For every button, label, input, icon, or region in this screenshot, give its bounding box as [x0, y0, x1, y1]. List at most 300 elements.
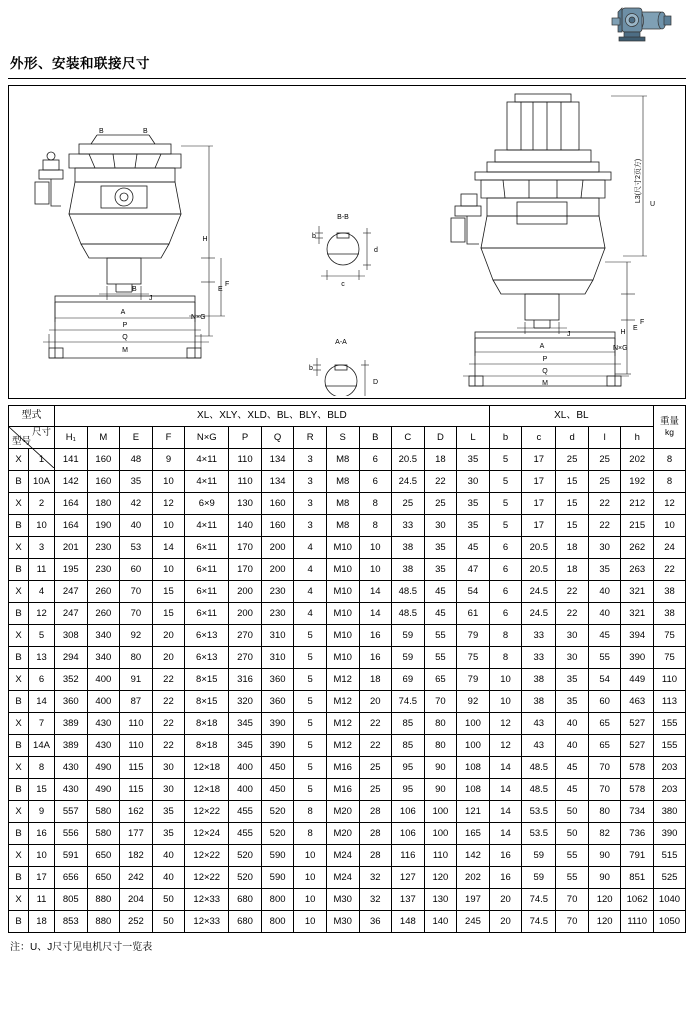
cell-value: 230 [261, 603, 294, 625]
cell-value: M20 [326, 823, 359, 845]
cell-value: 200 [229, 603, 262, 625]
cell-value: 50 [556, 823, 589, 845]
cell-value: 578 [621, 779, 654, 801]
cell-type-prefix: B [9, 559, 29, 581]
cell-value: 321 [621, 581, 654, 603]
table-row [9, 823, 686, 845]
cell-value: 160 [261, 493, 294, 515]
cell-value: 40 [588, 581, 621, 603]
dimension-table [8, 405, 686, 933]
cell-value: 24.5 [522, 581, 556, 603]
table-row [9, 603, 686, 625]
svg-text:H: H [620, 329, 626, 336]
cell-value: 87 [120, 691, 153, 713]
cell-value: 430 [55, 757, 88, 779]
cell-weight: 12 [654, 493, 686, 515]
cell-value: 47 [457, 559, 490, 581]
cell-value: 25 [392, 493, 425, 515]
cell-value: 734 [621, 801, 654, 823]
cell-value: 394 [621, 625, 654, 647]
cell-value: 6 [489, 603, 522, 625]
cell-weight: 525 [654, 867, 686, 889]
cell-value: 736 [621, 823, 654, 845]
svg-text:P: P [542, 356, 548, 363]
cell-value: 80 [424, 713, 457, 735]
cell-value: M8 [326, 493, 359, 515]
cell-value: 40 [152, 845, 185, 867]
cell-value: 53 [120, 537, 153, 559]
cell-type-prefix: B [9, 823, 29, 845]
cell-value: 389 [55, 713, 88, 735]
table-row [9, 845, 686, 867]
cell-value: 430 [87, 735, 120, 757]
cell-value: 12 [489, 713, 522, 735]
cell-value: 38 [522, 691, 556, 713]
cell-model-size: 10A [29, 471, 55, 493]
cell-value: 590 [261, 845, 294, 867]
cell-value: 8×18 [185, 713, 229, 735]
table-row [9, 471, 686, 493]
cell-model-size: 1 [29, 449, 55, 471]
svg-text:J: J [567, 331, 571, 338]
cell-type-prefix: B [9, 779, 29, 801]
cell-model-size: 3 [29, 537, 55, 559]
cell-weight: 75 [654, 625, 686, 647]
cell-value: 450 [261, 779, 294, 801]
cell-value: M12 [326, 691, 359, 713]
col-header-m: M [87, 427, 120, 449]
cell-value: 36 [359, 911, 392, 933]
cell-value: 70 [556, 889, 589, 911]
table-row [9, 449, 686, 471]
cell-value: 6×11 [185, 559, 229, 581]
cell-weight: 515 [654, 845, 686, 867]
cell-value: 90 [588, 845, 621, 867]
cell-value: 490 [87, 779, 120, 801]
cell-value: 18 [359, 669, 392, 691]
cell-value: 95 [392, 757, 425, 779]
cell-value: M30 [326, 889, 359, 911]
cell-value: 12×22 [185, 801, 229, 823]
svg-text:Q: Q [122, 334, 128, 341]
cell-value: 6 [359, 471, 392, 493]
cell-value: 10 [294, 911, 327, 933]
cell-value: 8 [294, 801, 327, 823]
cell-type-prefix: X [9, 801, 29, 823]
col-header-l: L [457, 427, 490, 449]
cell-weight: 22 [654, 559, 686, 581]
cell-value: 800 [261, 911, 294, 933]
gear-motor-icon [610, 2, 676, 46]
cell-value: 100 [457, 713, 490, 735]
cell-value: 853 [55, 911, 88, 933]
svg-text:A: A [539, 343, 545, 350]
cell-value: 14 [152, 537, 185, 559]
table-row [9, 493, 686, 515]
col-header-l-small: l [588, 427, 621, 449]
cell-value: 91 [120, 669, 153, 691]
svg-text:H: H [202, 236, 208, 243]
cell-value: 80 [588, 801, 621, 823]
col-header-c-small: c [522, 427, 556, 449]
cell-value: 880 [87, 889, 120, 911]
cell-value: 791 [621, 845, 654, 867]
cell-value: M8 [326, 471, 359, 493]
cell-value: 294 [55, 647, 88, 669]
cell-value: 48.5 [522, 779, 556, 801]
svg-text:P: P [122, 322, 128, 329]
cell-value: 5 [489, 449, 522, 471]
cell-value: 42 [120, 493, 153, 515]
cell-value: 45 [556, 757, 589, 779]
cell-value: 35 [457, 515, 490, 537]
cell-value: 22 [556, 603, 589, 625]
cell-value: 5 [294, 713, 327, 735]
cell-model-size: 14 [29, 691, 55, 713]
cell-value: 30 [152, 779, 185, 801]
cell-value: 851 [621, 867, 654, 889]
cell-value: 142 [55, 471, 88, 493]
cell-value: 92 [457, 691, 490, 713]
cell-value: M8 [326, 449, 359, 471]
cell-value: 8×18 [185, 735, 229, 757]
cell-value: 6×13 [185, 647, 229, 669]
cell-value: 20 [489, 889, 522, 911]
svg-text:F: F [640, 319, 645, 326]
cell-value: 3 [294, 493, 327, 515]
cell-value: M24 [326, 845, 359, 867]
cell-value: 345 [229, 713, 262, 735]
cell-value: 680 [229, 889, 262, 911]
col-header-d: D [424, 427, 457, 449]
cell-value: 310 [261, 625, 294, 647]
cell-value: 5 [489, 471, 522, 493]
cell-type-prefix: B [9, 471, 29, 493]
cell-value: 38 [392, 537, 425, 559]
cell-model-size: 6 [29, 669, 55, 691]
cell-value: 177 [120, 823, 153, 845]
col-header-h-small: h [621, 427, 654, 449]
cell-value: M16 [326, 779, 359, 801]
cell-weight: 380 [654, 801, 686, 823]
table-row [9, 801, 686, 823]
cell-value: 127 [392, 867, 425, 889]
cell-value: 10 [359, 537, 392, 559]
cell-value: 5 [294, 735, 327, 757]
cell-value: 16 [489, 867, 522, 889]
cell-value: 10 [294, 889, 327, 911]
cell-value: 30 [588, 537, 621, 559]
cell-value: 6×9 [185, 493, 229, 515]
cell-value: 400 [87, 691, 120, 713]
cell-type-prefix: X [9, 537, 29, 559]
cell-model-size: 9 [29, 801, 55, 823]
cell-value: 61 [457, 603, 490, 625]
cell-value: 197 [457, 889, 490, 911]
cell-value: 33 [392, 515, 425, 537]
cell-value: 17 [522, 515, 556, 537]
cell-model-size: 7 [29, 713, 55, 735]
cell-value: 20.5 [392, 449, 425, 471]
cell-value: 55 [424, 625, 457, 647]
cell-value: 120 [588, 911, 621, 933]
svg-text:A: A [120, 309, 126, 316]
cell-value: 108 [457, 779, 490, 801]
cell-value: 134 [261, 449, 294, 471]
cell-value: 430 [87, 713, 120, 735]
cell-model-size: 12 [29, 603, 55, 625]
cell-value: M24 [326, 867, 359, 889]
cell-value: 260 [87, 581, 120, 603]
cell-value: 520 [261, 801, 294, 823]
cell-value: 45 [424, 603, 457, 625]
group-header-series-a: XL、XLY、XLD、BL、BLY、BLD [55, 406, 490, 427]
cell-weight: 38 [654, 603, 686, 625]
svg-text:d: d [374, 247, 378, 254]
table-row [9, 625, 686, 647]
cell-value: 6×11 [185, 581, 229, 603]
table-row [9, 515, 686, 537]
cell-value: 352 [55, 669, 88, 691]
cell-value: 54 [588, 669, 621, 691]
cell-value: 55 [556, 867, 589, 889]
table-row [9, 889, 686, 911]
cell-value: 5 [294, 757, 327, 779]
col-header-p: P [229, 427, 262, 449]
cell-value: M30 [326, 911, 359, 933]
cell-value: 20 [359, 691, 392, 713]
cell-value: 25 [359, 757, 392, 779]
cell-value: 6×11 [185, 603, 229, 625]
cell-value: 141 [55, 449, 88, 471]
table-column-header-row [9, 427, 686, 449]
cell-value: 45 [588, 625, 621, 647]
col-header-s: S [326, 427, 359, 449]
cell-value: 360 [261, 691, 294, 713]
col-header-h1: H₁ [55, 427, 88, 449]
cell-value: 390 [621, 647, 654, 669]
cell-value: 6×13 [185, 625, 229, 647]
cell-value: 5 [489, 515, 522, 537]
cell-value: 59 [392, 647, 425, 669]
col-header-c: C [392, 427, 425, 449]
cell-value: 527 [621, 713, 654, 735]
cell-value: 130 [424, 889, 457, 911]
cell-value: 54 [457, 581, 490, 603]
cell-value: 10 [152, 559, 185, 581]
cell-value: M10 [326, 581, 359, 603]
cell-type-prefix: B [9, 691, 29, 713]
cell-value: 100 [457, 735, 490, 757]
cell-value: 245 [457, 911, 490, 933]
cell-value: 450 [261, 757, 294, 779]
cell-value: 25 [588, 449, 621, 471]
table-group-header-row [9, 406, 686, 427]
cell-value: 10 [294, 845, 327, 867]
cell-value: 24.5 [392, 471, 425, 493]
cell-model-size: 11 [29, 559, 55, 581]
table-row [9, 537, 686, 559]
cell-value: 70 [120, 581, 153, 603]
cell-value: 40 [556, 735, 589, 757]
cell-value: 247 [55, 581, 88, 603]
svg-text:B: B [99, 128, 104, 135]
cell-weight: 203 [654, 779, 686, 801]
cell-value: 5 [294, 691, 327, 713]
corner-label-dimension: 尺寸 [31, 427, 51, 438]
group-header-series-b: XL、BL [489, 406, 653, 427]
svg-text:E: E [218, 286, 223, 293]
cell-value: 262 [621, 537, 654, 559]
cell-value: 20 [152, 625, 185, 647]
col-header-d-small: d [556, 427, 589, 449]
cell-value: 4 [294, 537, 327, 559]
cell-value: 30 [556, 647, 589, 669]
table-row [9, 735, 686, 757]
svg-text:J: J [149, 295, 153, 302]
cell-model-size: 18 [29, 911, 55, 933]
cell-value: 15 [556, 493, 589, 515]
cell-value: 270 [229, 625, 262, 647]
table-row [9, 691, 686, 713]
cell-value: 74.5 [522, 911, 556, 933]
cell-value: 55 [556, 845, 589, 867]
cell-model-size: 16 [29, 823, 55, 845]
cell-value: 16 [359, 625, 392, 647]
cell-value: 5 [294, 669, 327, 691]
cell-value: 110 [424, 845, 457, 867]
svg-text:B: B [143, 128, 148, 135]
cell-value: 80 [120, 647, 153, 669]
cell-value: 520 [261, 823, 294, 845]
cell-value: 45 [556, 779, 589, 801]
cell-value: 48 [120, 449, 153, 471]
cell-value: 230 [87, 559, 120, 581]
col-header-e: E [120, 427, 153, 449]
cell-value: 24.5 [522, 603, 556, 625]
cell-value: 43 [522, 735, 556, 757]
cell-value: 160 [87, 449, 120, 471]
cell-value: 85 [392, 735, 425, 757]
cell-value: 70 [588, 757, 621, 779]
cell-value: 10 [294, 867, 327, 889]
cell-type-prefix: X [9, 581, 29, 603]
cell-value: 164 [55, 493, 88, 515]
cell-value: 40 [120, 515, 153, 537]
cell-value: 316 [229, 669, 262, 691]
cell-value: 70 [424, 691, 457, 713]
cell-value: 15 [152, 603, 185, 625]
cell-value: 115 [120, 757, 153, 779]
title-divider [8, 78, 686, 79]
cell-value: 170 [229, 559, 262, 581]
weight-header-line1: 重量 [659, 416, 679, 428]
cell-value: 148 [392, 911, 425, 933]
table-row [9, 779, 686, 801]
cell-value: 74.5 [392, 691, 425, 713]
cell-value: 50 [152, 889, 185, 911]
cell-value: 360 [55, 691, 88, 713]
cell-model-size: 11 [29, 889, 55, 911]
cell-value: 4×11 [185, 471, 229, 493]
cell-value: 30 [457, 471, 490, 493]
cell-value: 580 [87, 823, 120, 845]
cell-weight: 155 [654, 735, 686, 757]
cell-value: 28 [359, 823, 392, 845]
cell-value: 390 [261, 735, 294, 757]
cell-value: 8×15 [185, 669, 229, 691]
cell-value: 53.5 [522, 823, 556, 845]
cell-value: 110 [120, 735, 153, 757]
cell-type-prefix: B [9, 647, 29, 669]
cell-value: 35 [556, 691, 589, 713]
cell-value: 48.5 [392, 603, 425, 625]
cell-model-size: 15 [29, 779, 55, 801]
cell-value: 204 [120, 889, 153, 911]
svg-text:Q: Q [542, 368, 548, 375]
cell-value: 20.5 [522, 559, 556, 581]
cell-value: 45 [457, 537, 490, 559]
cell-value: M10 [326, 603, 359, 625]
cell-value: 140 [229, 515, 262, 537]
cell-value: 121 [457, 801, 490, 823]
cell-value: 48.5 [522, 757, 556, 779]
cell-value: 8 [294, 823, 327, 845]
cell-value: M20 [326, 801, 359, 823]
cell-value: 270 [229, 647, 262, 669]
cell-value: 25 [424, 493, 457, 515]
cell-weight: 1040 [654, 889, 686, 911]
cell-value: 20 [489, 911, 522, 933]
cell-value: 79 [457, 625, 490, 647]
cell-value: 650 [87, 845, 120, 867]
cell-value: 33 [522, 625, 556, 647]
cell-value: 1062 [621, 889, 654, 911]
cell-model-size: 17 [29, 867, 55, 889]
cell-value: 65 [424, 669, 457, 691]
table-corner-cell [9, 427, 55, 449]
page-title: 外形、安装和联接尺寸 [10, 56, 150, 71]
cell-type-prefix: X [9, 889, 29, 911]
cell-value: 590 [261, 867, 294, 889]
cell-value: M8 [326, 515, 359, 537]
cell-value: 60 [120, 559, 153, 581]
cell-value: 3 [294, 471, 327, 493]
cell-value: 38 [522, 669, 556, 691]
cell-value: 22 [556, 581, 589, 603]
cell-value: M10 [326, 625, 359, 647]
cell-weight: 8 [654, 449, 686, 471]
cell-value: 59 [522, 867, 556, 889]
cell-value: 134 [261, 471, 294, 493]
cell-value: 106 [392, 801, 425, 823]
footnote: 注：U、J尺寸见电机尺寸一览表 [10, 942, 153, 953]
cell-value: 8 [489, 625, 522, 647]
cell-value: 10 [359, 559, 392, 581]
svg-text:B: B [132, 286, 137, 293]
cell-type-prefix: X [9, 625, 29, 647]
cell-value: 520 [229, 867, 262, 889]
cell-value: 6 [489, 537, 522, 559]
cell-value: 55 [588, 647, 621, 669]
cell-value: 22 [152, 691, 185, 713]
cell-value: 12×18 [185, 757, 229, 779]
cell-value: 33 [522, 647, 556, 669]
cell-value: 120 [588, 889, 621, 911]
col-header-nxg: N×G [185, 427, 229, 449]
svg-text:A-A: A-A [335, 339, 347, 346]
cell-value: 69 [392, 669, 425, 691]
